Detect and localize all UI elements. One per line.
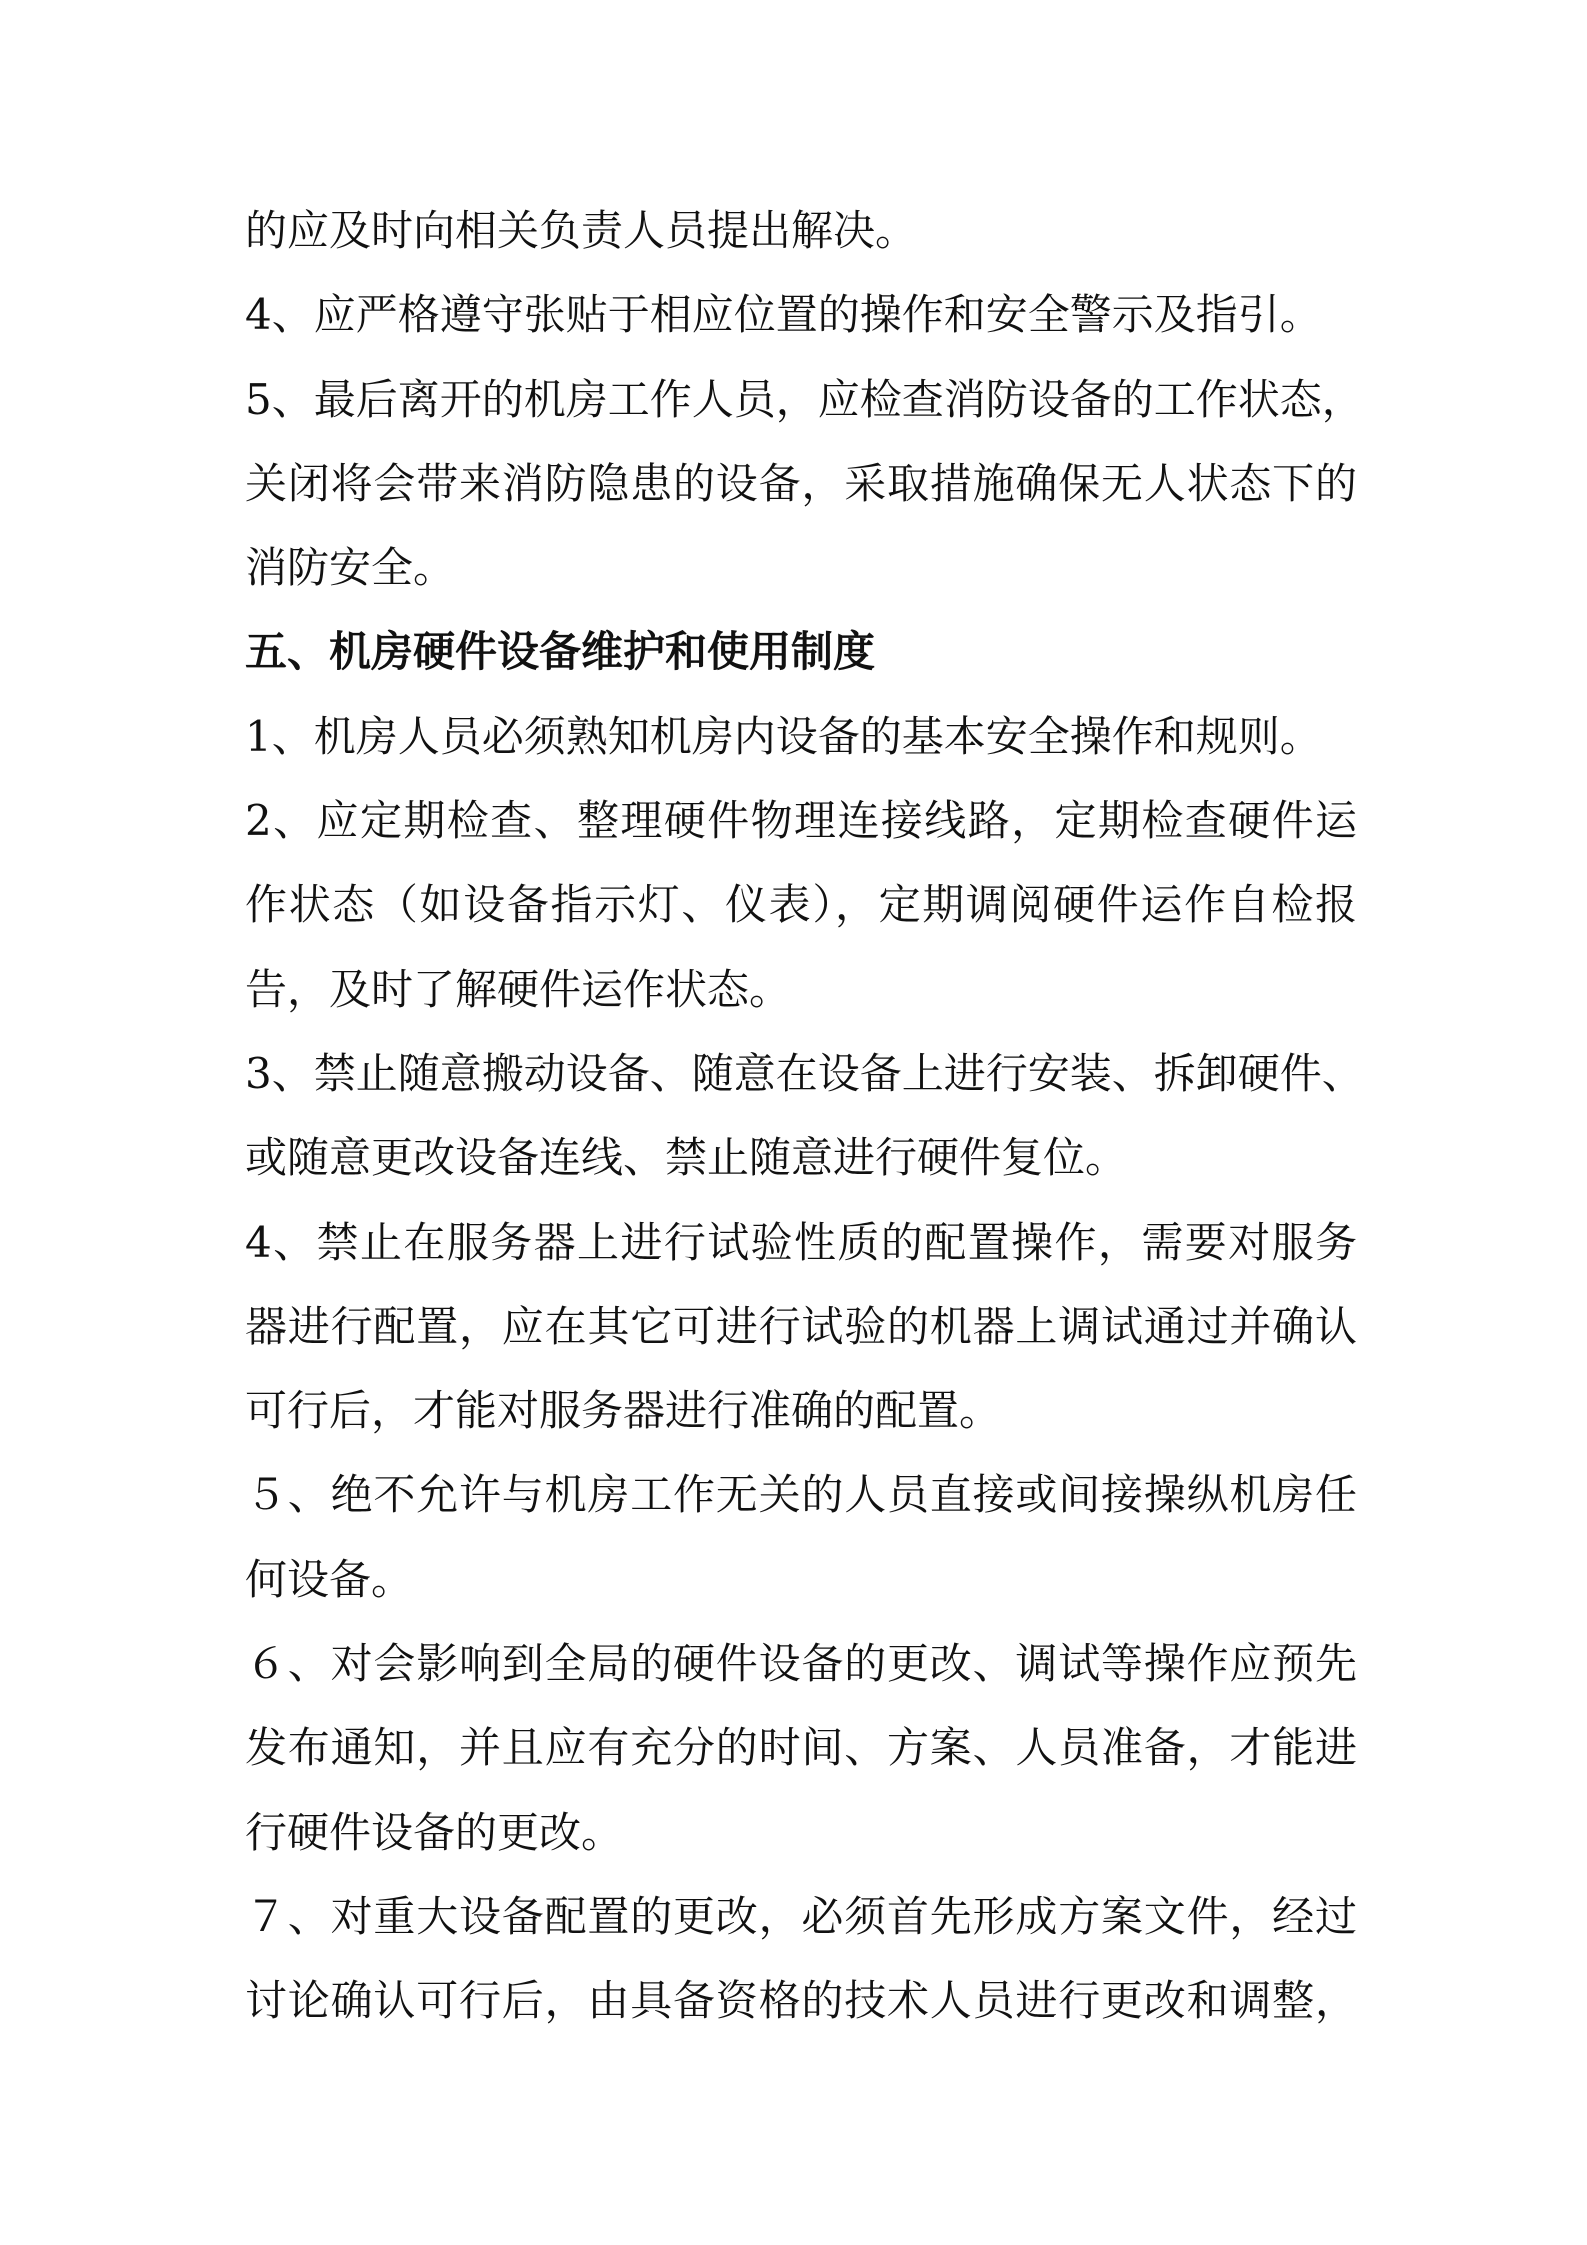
paragraph-line: 讨论确认可行后，由具备资格的技术人员进行更改和调整， — [245, 1976, 1357, 2026]
list-item-5: 5、最后离开的机房工作人员，应检查消防设备的工作状态， — [245, 374, 1364, 424]
paragraph-line: 器进行配置，应在其它可进行试验的机器上调试通过并确认 — [245, 1301, 1357, 1351]
paragraph-line: 或随意更改设备连线、禁止随意进行硬件复位。 — [245, 1133, 1128, 1183]
section-heading: 五、机房硬件设备维护和使用制度 — [245, 627, 876, 677]
paragraph-line: 消防安全。 — [245, 543, 456, 593]
list-item-7: ７、对重大设备配置的更改，必须首先形成方案文件，经过 — [245, 1891, 1357, 1941]
list-item-5b: ５、绝不允许与机房工作无关的人员直接或间接操纵机房任 — [245, 1470, 1357, 1520]
paragraph-line: 的应及时向相关负责人员提出解决。 — [245, 206, 918, 255]
list-item-3: 3、禁止随意搬动设备、随意在设备上进行安装、拆卸硬件、 — [245, 1048, 1364, 1098]
list-item-4: 4、应严格遵守张贴于相应位置的操作和安全警示及指引。 — [245, 290, 1322, 340]
paragraph-line: 何设备。 — [245, 1554, 414, 1604]
paragraph-line: 可行后，才能对服务器进行准确的配置。 — [245, 1386, 1002, 1436]
document-page — [245, 189, 1364, 2044]
list-item-2: 2、应定期检查、整理硬件物理连接线路，定期检查硬件运 — [245, 796, 1357, 846]
list-item-4b: 4、禁止在服务器上进行试验性质的配置操作，需要对服务 — [245, 1217, 1357, 1267]
paragraph-line: 作状态（如设备指示灯、仪表），定期调阅硬件运作自检报 — [245, 880, 1357, 930]
paragraph-line: 发布通知，并且应有充分的时间、方案、人员准备，才能进 — [245, 1723, 1357, 1773]
list-item-6: ６、对会影响到全局的硬件设备的更改、调试等操作应预先 — [245, 1639, 1357, 1689]
paragraph-line: 告，及时了解硬件运作状态。 — [245, 964, 792, 1014]
list-item-1: 1、机房人员必须熟知机房内设备的基本安全操作和规则。 — [245, 711, 1322, 761]
paragraph-line: 关闭将会带来消防隐患的设备，采取措施确保无人状态下的 — [245, 458, 1357, 508]
paragraph-line: 行硬件设备的更改。 — [245, 1807, 624, 1857]
